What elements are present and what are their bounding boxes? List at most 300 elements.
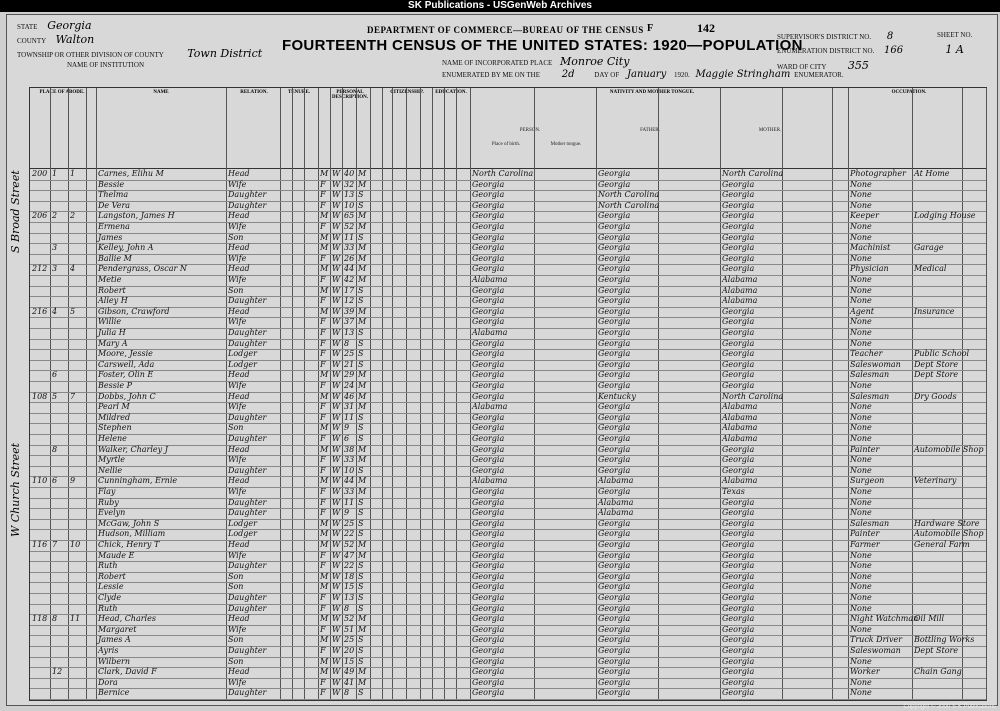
father-birthplace-cell: Alabama: [598, 497, 634, 507]
relation-cell: Wife: [228, 317, 247, 327]
person-name-cell: Mary A: [98, 338, 128, 348]
enumerated-month-label: DAY OF: [594, 71, 620, 79]
person-name-cell: Chick, Henry T: [98, 540, 160, 549]
occupation-cell: None: [850, 497, 872, 507]
person-name-cell: James: [98, 232, 123, 242]
father-birthplace-cell: Georgia: [598, 688, 631, 698]
birthplace-cell: Georgia: [472, 582, 505, 592]
occupation-cell: None: [850, 317, 872, 327]
marital-status-cell: S: [358, 465, 364, 475]
family-number-cell: 1: [52, 169, 58, 178]
mother-birthplace-cell: Georgia: [722, 497, 755, 507]
age-cell: 8: [344, 688, 350, 698]
side-note-broad-street: S Broad Street: [9, 170, 22, 253]
table-row: [30, 561, 986, 571]
race-cell: W: [332, 508, 341, 518]
table-row: [30, 286, 986, 296]
industry-cell: Dry Goods: [914, 391, 957, 401]
relation-cell: Daughter: [228, 561, 267, 571]
person-name-cell: Julia H: [98, 328, 126, 337]
occupation-cell: Painter: [850, 529, 880, 539]
mother-birthplace-cell: Georgia: [722, 667, 755, 677]
sex-cell: F: [320, 624, 326, 634]
mother-birthplace-cell: Georgia: [722, 624, 755, 634]
county-field: [17, 33, 94, 46]
race-cell: W: [332, 253, 341, 263]
industry-cell: At Home: [914, 169, 950, 178]
occupation-cell: Farmer: [850, 540, 880, 549]
birthplace-cell: Georgia: [472, 211, 505, 221]
family-number-cell: 3: [52, 264, 58, 274]
table-row: [30, 667, 986, 677]
relation-cell: Son: [228, 285, 244, 295]
marital-status-cell: M: [358, 306, 367, 316]
race-cell: W: [332, 667, 341, 677]
birthplace-cell: Georgia: [472, 243, 505, 253]
sheet-value: 1 A: [945, 43, 964, 56]
mother-birthplace-cell: Georgia: [722, 646, 755, 655]
race-cell: W: [332, 646, 341, 655]
occupation-cell: None: [850, 296, 872, 306]
age-cell: 33: [344, 487, 355, 496]
father-birthplace-cell: Georgia: [598, 677, 631, 687]
race-cell: W: [332, 465, 341, 475]
state-label: STATE: [17, 23, 38, 31]
table-row: [30, 582, 986, 592]
father-birthplace-cell: Georgia: [598, 444, 631, 454]
sheet-label: SHEET NO.: [937, 31, 973, 39]
mother-birthplace-cell: Georgia: [722, 550, 755, 560]
mother-birthplace-cell: Georgia: [722, 444, 755, 454]
sex-cell: F: [320, 317, 326, 327]
race-cell: W: [332, 296, 341, 306]
birthplace-cell: Alabama: [472, 275, 508, 284]
race-cell: W: [332, 624, 341, 634]
marital-status-cell: S: [358, 688, 364, 698]
relation-cell: Son: [228, 656, 244, 666]
sex-cell: F: [320, 508, 326, 518]
age-cell: 15: [344, 656, 355, 666]
occupation-cell: None: [850, 285, 872, 295]
father-birthplace-cell: Georgia: [598, 359, 631, 369]
relation-cell: Wife: [228, 222, 247, 231]
relation-cell: Daughter: [228, 338, 267, 348]
person-name-cell: Bernice: [98, 688, 130, 698]
group-personal: PERSONAL DESCRIPTION.: [332, 90, 368, 100]
table-row: [30, 317, 986, 327]
place-value: Monroe City: [560, 55, 630, 68]
visit-number-cell: 9: [70, 476, 76, 486]
race-cell: W: [332, 688, 341, 698]
birthplace-cell: Georgia: [472, 253, 505, 263]
person-name-cell: Kelley, John A: [98, 243, 154, 253]
copyright-notice: Copyright © 2000 S-K Publications: [903, 704, 996, 710]
subhead-person: PERSON.: [519, 128, 541, 133]
occupation-cell: None: [850, 412, 872, 422]
sex-cell: M: [320, 540, 329, 549]
birthplace-cell: Georgia: [472, 200, 505, 210]
age-cell: 22: [344, 561, 355, 571]
table-row: [30, 635, 986, 645]
group-nativity: NATIVITY AND MOTHER TONGUE.: [609, 90, 695, 95]
table-row: [30, 264, 986, 274]
visit-number-cell: 2: [70, 211, 76, 221]
marital-status-cell: M: [358, 540, 367, 549]
table-row: [30, 392, 986, 402]
table-row: [30, 275, 986, 285]
supervisor-label: SUPERVISOR'S DISTRICT NO.: [777, 33, 872, 41]
birthplace-cell: Georgia: [472, 593, 505, 602]
industry-cell: Hardware Store: [914, 518, 980, 528]
marital-status-cell: S: [358, 518, 364, 528]
birthplace-cell: Georgia: [472, 232, 505, 242]
person-name-cell: Gibson, Crawford: [98, 306, 170, 316]
race-cell: W: [332, 200, 341, 210]
marital-status-cell: M: [358, 667, 367, 677]
enumeration-district-label: ENUMERATION DISTRICT NO.: [777, 47, 875, 55]
relation-cell: Wife: [228, 487, 247, 496]
enumeration-district-field: [777, 45, 903, 56]
sex-cell: M: [320, 529, 329, 539]
father-birthplace-cell: North Carolina: [598, 200, 660, 210]
sex-cell: M: [320, 582, 329, 592]
birthplace-cell: Georgia: [472, 306, 505, 316]
person-name-cell: Maude E: [98, 550, 135, 560]
occupation-cell: None: [850, 275, 872, 284]
father-birthplace-cell: Georgia: [598, 614, 631, 624]
father-birthplace-cell: Georgia: [598, 571, 631, 581]
family-number-cell: 6: [52, 370, 58, 380]
place-field: [442, 55, 629, 68]
age-cell: 39: [344, 306, 355, 316]
group-occupation: OCCUPATION.: [891, 90, 927, 95]
age-cell: 25: [344, 349, 355, 359]
birthplace-cell: Georgia: [472, 529, 505, 539]
age-cell: 33: [344, 455, 355, 465]
sex-cell: F: [320, 550, 326, 560]
person-name-cell: Metie: [98, 275, 122, 284]
person-name-cell: Ermena: [98, 222, 130, 231]
occupation-cell: None: [850, 688, 872, 698]
race-cell: W: [332, 222, 341, 231]
age-cell: 38: [344, 444, 355, 454]
race-cell: W: [332, 550, 341, 560]
father-birthplace-cell: Georgia: [598, 423, 631, 433]
occupation-cell: None: [850, 222, 872, 231]
relation-cell: Son: [228, 423, 244, 433]
occupation-cell: None: [850, 561, 872, 571]
birthplace-cell: Georgia: [472, 359, 505, 369]
marital-status-cell: M: [358, 169, 367, 178]
occupation-cell: None: [850, 508, 872, 518]
sex-cell: M: [320, 264, 329, 274]
father-birthplace-cell: Georgia: [598, 232, 631, 242]
occupation-cell: None: [850, 190, 872, 200]
mother-birthplace-cell: Georgia: [722, 529, 755, 539]
dwelling-number-cell: 110: [32, 476, 48, 486]
table-row: [30, 201, 986, 211]
birthplace-cell: Georgia: [472, 550, 505, 560]
person-name-cell: James A: [98, 635, 131, 645]
group-citizenship: CITIZENSHIP.: [390, 90, 424, 95]
race-cell: W: [332, 561, 341, 571]
father-birthplace-cell: Georgia: [598, 561, 631, 571]
relation-cell: Son: [228, 582, 244, 592]
family-number-cell: 2: [52, 211, 58, 221]
sex-cell: F: [320, 487, 326, 496]
race-cell: W: [332, 412, 341, 422]
marital-status-cell: S: [358, 232, 364, 242]
marital-status-cell: M: [358, 381, 367, 390]
mother-birthplace-cell: Georgia: [722, 635, 755, 645]
relation-cell: Daughter: [228, 593, 267, 602]
race-cell: W: [332, 423, 341, 433]
age-cell: 25: [344, 635, 355, 645]
mother-birthplace-cell: Georgia: [722, 593, 755, 602]
person-name-cell: Moore, Jessie: [98, 349, 153, 359]
person-name-cell: Dora: [98, 677, 118, 687]
birthplace-cell: Georgia: [472, 338, 505, 348]
archive-banner: SK Publications - USGenWeb Archives: [0, 0, 1000, 12]
place-label: NAME OF INCORPORATED PLACE: [442, 59, 553, 67]
census-table: [29, 87, 987, 701]
occupation-cell: None: [850, 582, 872, 592]
mother-birthplace-cell: Alabama: [722, 285, 758, 295]
table-row: [30, 423, 986, 433]
mother-birthplace-cell: Georgia: [722, 465, 755, 475]
race-cell: W: [332, 211, 341, 221]
county-value: Walton: [55, 33, 95, 46]
race-cell: W: [332, 593, 341, 602]
sex-cell: M: [320, 444, 329, 454]
relation-cell: Daughter: [228, 296, 267, 306]
relation-cell: Wife: [228, 624, 247, 634]
sex-cell: F: [320, 381, 326, 390]
occupation-cell: None: [850, 232, 872, 242]
group-name: NAME: [153, 90, 169, 95]
age-cell: 37: [344, 317, 355, 327]
sex-cell: F: [320, 434, 326, 443]
mother-birthplace-cell: Georgia: [722, 349, 755, 359]
occupation-cell: Teacher: [850, 349, 883, 359]
group-education: EDUCATION.: [435, 90, 467, 95]
table-row: [30, 434, 986, 444]
relation-cell: Daughter: [228, 434, 267, 443]
subhead-mother-tongue: Mother tongue.: [550, 142, 582, 147]
table-row: [30, 614, 986, 624]
age-cell: 6: [344, 434, 350, 443]
race-cell: W: [332, 656, 341, 666]
relation-cell: Son: [228, 232, 244, 242]
marital-status-cell: S: [358, 349, 364, 359]
age-cell: 41: [344, 677, 355, 687]
race-cell: W: [332, 359, 341, 369]
marital-status-cell: S: [358, 423, 364, 433]
sex-cell: F: [320, 561, 326, 571]
race-cell: W: [332, 328, 341, 337]
table-row: [30, 233, 986, 243]
occupation-cell: None: [850, 571, 872, 581]
person-name-cell: Hudson, Milliam: [98, 529, 166, 539]
occupation-cell: None: [850, 402, 872, 412]
mother-birthplace-cell: Georgia: [722, 614, 755, 624]
sex-cell: F: [320, 190, 326, 200]
birthplace-cell: Georgia: [472, 635, 505, 645]
person-name-cell: Ruth: [98, 603, 118, 613]
page-number: 142: [697, 21, 715, 35]
age-cell: 44: [344, 264, 355, 274]
occupation-cell: Saleswoman: [850, 646, 901, 655]
subhead-mother: MOTHER.: [758, 128, 782, 133]
person-name-cell: Flay: [98, 487, 116, 496]
table-row: [30, 604, 986, 614]
table-row: [30, 445, 986, 455]
marital-status-cell: S: [358, 412, 364, 422]
birthplace-cell: Georgia: [472, 561, 505, 571]
occupation-cell: None: [850, 593, 872, 602]
relation-cell: Head: [228, 243, 250, 253]
marital-status-cell: S: [358, 635, 364, 645]
occupation-cell: None: [850, 200, 872, 210]
birthplace-cell: Georgia: [472, 497, 505, 507]
father-birthplace-cell: Georgia: [598, 540, 631, 549]
father-birthplace-cell: Georgia: [598, 434, 631, 443]
relation-cell: Daughter: [228, 200, 267, 210]
ward-field: [777, 59, 869, 72]
relation-cell: Wife: [228, 677, 247, 687]
family-number-cell: 8: [52, 444, 58, 454]
industry-cell: Automobile Shop: [914, 529, 984, 539]
table-row: [30, 487, 986, 497]
age-cell: 13: [344, 190, 355, 200]
person-name-cell: Myrtle: [98, 455, 126, 465]
father-birthplace-cell: Georgia: [598, 381, 631, 390]
race-cell: W: [332, 571, 341, 581]
marital-status-cell: S: [358, 561, 364, 571]
person-name-cell: Helene: [98, 434, 127, 443]
person-name-cell: Ayris: [98, 646, 119, 655]
sex-cell: M: [320, 211, 329, 221]
birthplace-cell: Georgia: [472, 646, 505, 655]
age-cell: 52: [344, 222, 355, 231]
race-cell: W: [332, 614, 341, 624]
occupation-cell: Agent: [850, 306, 874, 316]
father-birthplace-cell: Alabama: [598, 476, 634, 486]
marital-status-cell: M: [358, 614, 367, 624]
relation-cell: Lodger: [228, 349, 257, 359]
father-birthplace-cell: Georgia: [598, 667, 631, 677]
mother-birthplace-cell: Georgia: [722, 455, 755, 465]
table-row: [30, 169, 986, 179]
father-birthplace-cell: Georgia: [598, 211, 631, 221]
table-row: [30, 688, 986, 698]
relation-cell: Daughter: [228, 465, 267, 475]
relation-cell: Wife: [228, 179, 247, 189]
marital-status-cell: M: [358, 275, 367, 284]
industry-cell: Chain Gang: [914, 667, 962, 677]
table-row: [30, 402, 986, 412]
sex-cell: M: [320, 423, 329, 433]
race-cell: W: [332, 603, 341, 613]
relation-cell: Head: [228, 264, 250, 274]
occupation-cell: Salesman: [850, 370, 890, 380]
birthplace-cell: Georgia: [472, 688, 505, 698]
age-cell: 32: [344, 179, 355, 189]
family-number-cell: 5: [52, 391, 58, 401]
person-name-cell: Langston, James H: [98, 211, 175, 221]
relation-cell: Head: [228, 306, 250, 316]
sex-cell: F: [320, 646, 326, 655]
age-cell: 24: [344, 381, 355, 390]
column-header-band: [30, 88, 986, 169]
father-birthplace-cell: Georgia: [598, 550, 631, 560]
person-name-cell: Clyde: [98, 593, 122, 602]
sex-cell: F: [320, 338, 326, 348]
relation-cell: Head: [228, 614, 250, 624]
mother-birthplace-cell: Texas: [722, 487, 745, 496]
age-cell: 13: [344, 593, 355, 602]
marital-status-cell: M: [358, 476, 367, 486]
relation-cell: Daughter: [228, 508, 267, 518]
person-name-cell: Carswell, Ada: [98, 359, 155, 369]
county-label: COUNTY: [17, 37, 46, 45]
birthplace-cell: Georgia: [472, 412, 505, 422]
person-name-cell: Robert: [98, 571, 126, 581]
person-name-cell: Pendergrass, Oscar N: [98, 264, 187, 274]
occupation-cell: Keeper: [850, 211, 879, 221]
birthplace-cell: Georgia: [472, 391, 505, 401]
father-birthplace-cell: Georgia: [598, 487, 631, 496]
relation-cell: Wife: [228, 402, 247, 412]
race-cell: W: [332, 529, 341, 539]
sex-cell: M: [320, 656, 329, 666]
age-cell: 20: [344, 646, 355, 655]
person-name-cell: Margaret: [98, 624, 137, 634]
sex-cell: M: [320, 635, 329, 645]
table-row: [30, 529, 986, 539]
sex-cell: F: [320, 603, 326, 613]
father-birthplace-cell: Kentucky: [598, 391, 636, 401]
marital-status-cell: S: [358, 571, 364, 581]
marital-status-cell: S: [358, 497, 364, 507]
marital-status-cell: M: [358, 243, 367, 253]
person-name-cell: Evelyn: [98, 508, 126, 518]
sex-cell: F: [320, 497, 326, 507]
father-birthplace-cell: Georgia: [598, 349, 631, 359]
relation-cell: Daughter: [228, 412, 267, 422]
sex-cell: F: [320, 275, 326, 284]
race-cell: W: [332, 317, 341, 327]
mother-birthplace-cell: Georgia: [722, 603, 755, 613]
sex-cell: F: [320, 677, 326, 687]
birthplace-cell: Georgia: [472, 349, 505, 359]
mother-birthplace-cell: Georgia: [722, 211, 755, 221]
family-number-cell: 8: [52, 614, 58, 624]
race-cell: W: [332, 677, 341, 687]
mother-birthplace-cell: Georgia: [722, 656, 755, 666]
mother-birthplace-cell: Alabama: [722, 275, 758, 284]
age-cell: 13: [344, 328, 355, 337]
sex-cell: M: [320, 306, 329, 316]
birthplace-cell: Alabama: [472, 476, 508, 486]
person-name-cell: Lessie: [98, 582, 124, 592]
marital-status-cell: M: [358, 211, 367, 221]
marital-status-cell: S: [358, 529, 364, 539]
father-birthplace-cell: Georgia: [598, 603, 631, 613]
occupation-cell: Salesman: [850, 391, 890, 401]
birthplace-cell: Georgia: [472, 487, 505, 496]
marital-status-cell: M: [358, 317, 367, 327]
